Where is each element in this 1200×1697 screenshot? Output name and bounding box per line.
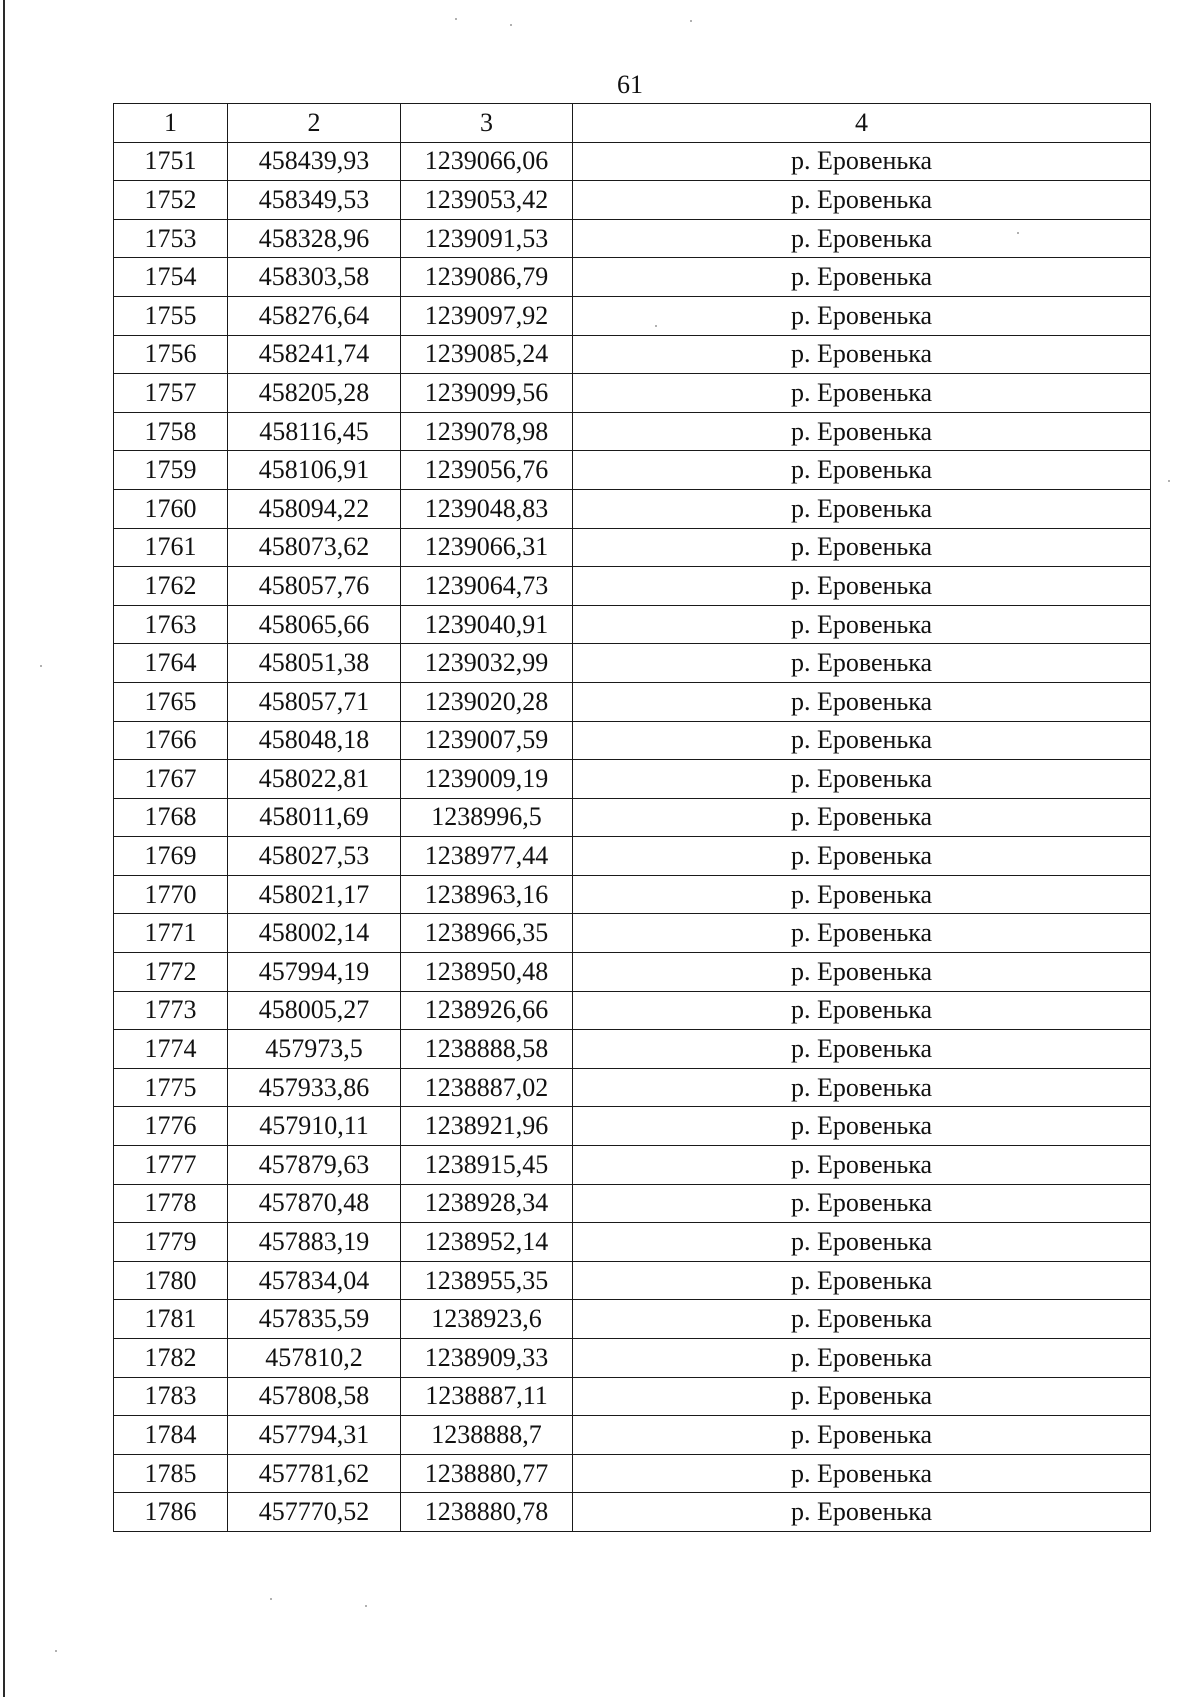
x-coordinate-cell: 457994,19 [228, 953, 401, 992]
x-coordinate-cell: 458048,18 [228, 721, 401, 760]
scan-speck [55, 1650, 57, 1652]
description-cell: р. Еровенька [573, 798, 1151, 837]
row-number-cell: 1774 [114, 1030, 228, 1069]
scan-speck [1017, 232, 1019, 234]
header-cell-col1: 1 [114, 104, 228, 143]
x-coordinate-cell: 458328,96 [228, 219, 401, 258]
x-coordinate-cell: 457794,31 [228, 1416, 401, 1455]
row-number-cell: 1782 [114, 1339, 228, 1378]
row-number-cell: 1754 [114, 258, 228, 297]
description-cell: р. Еровенька [573, 682, 1151, 721]
description-cell: р. Еровенька [573, 1300, 1151, 1339]
x-coordinate-cell: 458065,66 [228, 605, 401, 644]
row-number-cell: 1762 [114, 567, 228, 606]
y-coordinate-cell: 1238880,78 [401, 1493, 573, 1532]
header-cell-col3: 3 [401, 104, 573, 143]
row-number-cell: 1767 [114, 760, 228, 799]
row-number-cell: 1766 [114, 721, 228, 760]
y-coordinate-cell: 1239086,79 [401, 258, 573, 297]
table-row [114, 412, 1151, 451]
row-number-cell: 1779 [114, 1223, 228, 1262]
description-cell: р. Еровенька [573, 1030, 1151, 1069]
y-coordinate-cell: 1239078,98 [401, 412, 573, 451]
description-cell: р. Еровенька [573, 721, 1151, 760]
scan-speck [510, 24, 512, 26]
y-coordinate-cell: 1239099,56 [401, 374, 573, 413]
description-cell: р. Еровенька [573, 875, 1151, 914]
row-number-cell: 1771 [114, 914, 228, 953]
table-row [114, 1454, 1151, 1493]
x-coordinate-cell: 457910,11 [228, 1107, 401, 1146]
description-cell: р. Еровенька [573, 837, 1151, 876]
description-cell: р. Еровенька [573, 451, 1151, 490]
description-cell: р. Еровенька [573, 760, 1151, 799]
row-number-cell: 1761 [114, 528, 228, 567]
row-number-cell: 1764 [114, 644, 228, 683]
row-number-cell: 1758 [114, 412, 228, 451]
table-row [114, 1030, 1151, 1069]
page-number: 61 [617, 70, 643, 99]
table-row [114, 1146, 1151, 1185]
row-number-cell: 1786 [114, 1493, 228, 1532]
table-row [114, 1184, 1151, 1223]
row-number-cell: 1755 [114, 296, 228, 335]
y-coordinate-cell: 1239085,24 [401, 335, 573, 374]
y-coordinate-cell: 1238909,33 [401, 1339, 573, 1378]
table-row [114, 489, 1151, 528]
y-coordinate-cell: 1238963,16 [401, 875, 573, 914]
description-cell: р. Еровенька [573, 1107, 1151, 1146]
x-coordinate-cell: 457870,48 [228, 1184, 401, 1223]
description-cell: р. Еровенька [573, 1339, 1151, 1378]
row-number-cell: 1751 [114, 142, 228, 181]
scan-speck [40, 665, 42, 667]
y-coordinate-cell: 1238955,35 [401, 1261, 573, 1300]
table-row [114, 142, 1151, 181]
y-coordinate-cell: 1239066,31 [401, 528, 573, 567]
coordinates-table [113, 103, 1151, 1532]
y-coordinate-cell: 1239009,19 [401, 760, 573, 799]
description-cell: р. Еровенька [573, 1493, 1151, 1532]
x-coordinate-cell: 457834,04 [228, 1261, 401, 1300]
table-row [114, 1377, 1151, 1416]
row-number-cell: 1785 [114, 1454, 228, 1493]
description-cell: р. Еровенька [573, 296, 1151, 335]
header-row [114, 104, 1151, 143]
row-number-cell: 1784 [114, 1416, 228, 1455]
description-cell: р. Еровенька [573, 1377, 1151, 1416]
x-coordinate-cell: 458349,53 [228, 181, 401, 220]
x-coordinate-cell: 458303,58 [228, 258, 401, 297]
y-coordinate-cell: 1238921,96 [401, 1107, 573, 1146]
y-coordinate-cell: 1239020,28 [401, 682, 573, 721]
table-row [114, 181, 1151, 220]
row-number-cell: 1783 [114, 1377, 228, 1416]
x-coordinate-cell: 458057,71 [228, 682, 401, 721]
table-row [114, 258, 1151, 297]
y-coordinate-cell: 1238926,66 [401, 991, 573, 1030]
table-row [114, 567, 1151, 606]
x-coordinate-cell: 458021,17 [228, 875, 401, 914]
table-row [114, 1261, 1151, 1300]
scan-speck [365, 1605, 367, 1607]
description-cell: р. Еровенька [573, 489, 1151, 528]
description-cell: р. Еровенька [573, 1454, 1151, 1493]
y-coordinate-cell: 1238915,45 [401, 1146, 573, 1185]
x-coordinate-cell: 458241,74 [228, 335, 401, 374]
x-coordinate-cell: 458027,53 [228, 837, 401, 876]
table-row [114, 1300, 1151, 1339]
x-coordinate-cell: 458002,14 [228, 914, 401, 953]
table-row [114, 644, 1151, 683]
y-coordinate-cell: 1238888,7 [401, 1416, 573, 1455]
x-coordinate-cell: 458094,22 [228, 489, 401, 528]
y-coordinate-cell: 1238977,44 [401, 837, 573, 876]
y-coordinate-cell: 1239097,92 [401, 296, 573, 335]
x-coordinate-cell: 457808,58 [228, 1377, 401, 1416]
x-coordinate-cell: 457835,59 [228, 1300, 401, 1339]
table-row [114, 760, 1151, 799]
table-row [114, 721, 1151, 760]
row-number-cell: 1769 [114, 837, 228, 876]
table-row [114, 837, 1151, 876]
y-coordinate-cell: 1239091,53 [401, 219, 573, 258]
x-coordinate-cell: 458439,93 [228, 142, 401, 181]
x-coordinate-cell: 458073,62 [228, 528, 401, 567]
x-coordinate-cell: 458051,38 [228, 644, 401, 683]
table-row [114, 1223, 1151, 1262]
x-coordinate-cell: 457973,5 [228, 1030, 401, 1069]
y-coordinate-cell: 1239056,76 [401, 451, 573, 490]
y-coordinate-cell: 1238887,11 [401, 1377, 573, 1416]
row-number-cell: 1775 [114, 1068, 228, 1107]
x-coordinate-cell: 457933,86 [228, 1068, 401, 1107]
table-row [114, 374, 1151, 413]
description-cell: р. Еровенька [573, 258, 1151, 297]
description-cell: р. Еровенька [573, 219, 1151, 258]
y-coordinate-cell: 1238966,35 [401, 914, 573, 953]
x-coordinate-cell: 458205,28 [228, 374, 401, 413]
table-row [114, 798, 1151, 837]
description-cell: р. Еровенька [573, 1223, 1151, 1262]
y-coordinate-cell: 1239007,59 [401, 721, 573, 760]
y-coordinate-cell: 1239032,99 [401, 644, 573, 683]
row-number-cell: 1778 [114, 1184, 228, 1223]
table-row [114, 953, 1151, 992]
y-coordinate-cell: 1239066,06 [401, 142, 573, 181]
table-row [114, 219, 1151, 258]
description-cell: р. Еровенька [573, 1068, 1151, 1107]
table-row [114, 914, 1151, 953]
row-number-cell: 1773 [114, 991, 228, 1030]
description-cell: р. Еровенька [573, 953, 1151, 992]
y-coordinate-cell: 1238880,77 [401, 1454, 573, 1493]
y-coordinate-cell: 1238952,14 [401, 1223, 573, 1262]
row-number-cell: 1757 [114, 374, 228, 413]
description-cell: р. Еровенька [573, 644, 1151, 683]
scan-speck [455, 18, 457, 20]
row-number-cell: 1752 [114, 181, 228, 220]
x-coordinate-cell: 457781,62 [228, 1454, 401, 1493]
x-coordinate-cell: 457770,52 [228, 1493, 401, 1532]
y-coordinate-cell: 1238887,02 [401, 1068, 573, 1107]
scan-speck [655, 325, 657, 327]
x-coordinate-cell: 457883,19 [228, 1223, 401, 1262]
table-row [114, 875, 1151, 914]
row-number-cell: 1759 [114, 451, 228, 490]
table-row [114, 335, 1151, 374]
x-coordinate-cell: 458106,91 [228, 451, 401, 490]
x-coordinate-cell: 457879,63 [228, 1146, 401, 1185]
x-coordinate-cell: 458005,27 [228, 991, 401, 1030]
row-number-cell: 1772 [114, 953, 228, 992]
table-row [114, 451, 1151, 490]
x-coordinate-cell: 458022,81 [228, 760, 401, 799]
x-coordinate-cell: 458276,64 [228, 296, 401, 335]
row-number-cell: 1763 [114, 605, 228, 644]
description-cell: р. Еровенька [573, 914, 1151, 953]
row-number-cell: 1777 [114, 1146, 228, 1185]
row-number-cell: 1756 [114, 335, 228, 374]
row-number-cell: 1753 [114, 219, 228, 258]
y-coordinate-cell: 1238928,34 [401, 1184, 573, 1223]
y-coordinate-cell: 1238923,6 [401, 1300, 573, 1339]
description-cell: р. Еровенька [573, 142, 1151, 181]
row-number-cell: 1781 [114, 1300, 228, 1339]
description-cell: р. Еровенька [573, 1416, 1151, 1455]
table-row [114, 991, 1151, 1030]
description-cell: р. Еровенька [573, 528, 1151, 567]
row-number-cell: 1765 [114, 682, 228, 721]
y-coordinate-cell: 1239048,83 [401, 489, 573, 528]
table-row [114, 1416, 1151, 1455]
y-coordinate-cell: 1238888,58 [401, 1030, 573, 1069]
description-cell: р. Еровенька [573, 1146, 1151, 1185]
description-cell: р. Еровенька [573, 1261, 1151, 1300]
description-cell: р. Еровенька [573, 374, 1151, 413]
x-coordinate-cell: 457810,2 [228, 1339, 401, 1378]
table-row [114, 1493, 1151, 1532]
y-coordinate-cell: 1238996,5 [401, 798, 573, 837]
row-number-cell: 1780 [114, 1261, 228, 1300]
description-cell: р. Еровенька [573, 605, 1151, 644]
table-row [114, 1107, 1151, 1146]
table-row [114, 605, 1151, 644]
scan-speck [270, 1598, 272, 1600]
scan-speck [690, 20, 692, 22]
row-number-cell: 1760 [114, 489, 228, 528]
table-header [114, 104, 1151, 143]
table-row [114, 1068, 1151, 1107]
description-cell: р. Еровенька [573, 412, 1151, 451]
description-cell: р. Еровенька [573, 1184, 1151, 1223]
y-coordinate-cell: 1239040,91 [401, 605, 573, 644]
table-body [114, 142, 1151, 1531]
table-row [114, 296, 1151, 335]
table-row [114, 682, 1151, 721]
row-number-cell: 1768 [114, 798, 228, 837]
x-coordinate-cell: 458011,69 [228, 798, 401, 837]
header-cell-col2: 2 [228, 104, 401, 143]
table-row [114, 1339, 1151, 1378]
x-coordinate-cell: 458116,45 [228, 412, 401, 451]
y-coordinate-cell: 1239053,42 [401, 181, 573, 220]
row-number-cell: 1770 [114, 875, 228, 914]
scan-speck [1168, 480, 1170, 482]
description-cell: р. Еровенька [573, 991, 1151, 1030]
table-row [114, 528, 1151, 567]
header-cell-col4: 4 [573, 104, 1151, 143]
description-cell: р. Еровенька [573, 335, 1151, 374]
y-coordinate-cell: 1239064,73 [401, 567, 573, 606]
description-cell: р. Еровенька [573, 181, 1151, 220]
x-coordinate-cell: 458057,76 [228, 567, 401, 606]
scan-edge-line [3, 0, 5, 1697]
row-number-cell: 1776 [114, 1107, 228, 1146]
y-coordinate-cell: 1238950,48 [401, 953, 573, 992]
description-cell: р. Еровенька [573, 567, 1151, 606]
